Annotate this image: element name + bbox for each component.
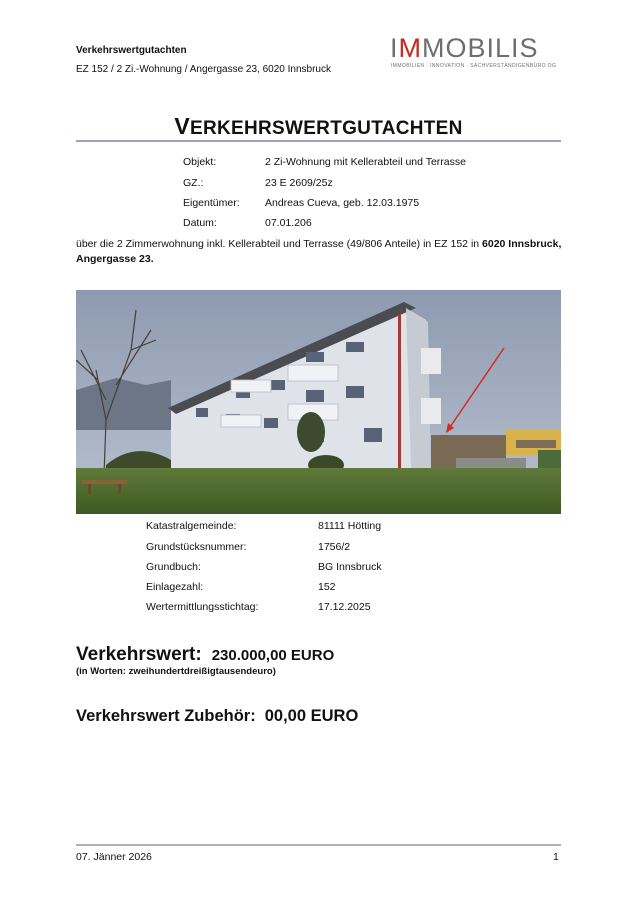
page-number: 1 xyxy=(553,851,559,863)
object-description: über die 2 Zimmerwohnung inkl. Kellerabteil und Terrasse (49/806 Anteile) in EZ 152 in 6020 Innsbruck, Angergasse 23. xyxy=(76,238,562,265)
building-photo xyxy=(76,290,561,514)
verkehrswert-words: (in Worten: zweihundertdreißigtausendeuro) xyxy=(76,666,276,677)
verkehrswert-line: Verkehrswert: 230.000,00 EURO xyxy=(76,644,335,665)
footer-divider xyxy=(76,844,561,846)
footer-date: 07. Jänner 2026 xyxy=(76,851,152,863)
company-logo xyxy=(390,33,560,73)
logo-wordmark: IMMOBILIS xyxy=(390,33,539,63)
header-subtitle: EZ 152 / 2 Zi.-Wohnung / Angergasse 23, 6020 Innsbruck xyxy=(76,64,331,75)
zubehoer-line: Verkehrswert Zubehör: 00,00 EURO xyxy=(76,707,359,725)
logo-tagline: IMMOBILIEN · INNOVATION · SACHVERSTÄNDIGENBÜRO OG xyxy=(391,63,557,69)
header-title: Verkehrswertgutachten xyxy=(76,45,187,56)
document-title: VERKEHRSWERTGUTACHTEN xyxy=(174,113,463,139)
title-divider xyxy=(76,140,561,142)
